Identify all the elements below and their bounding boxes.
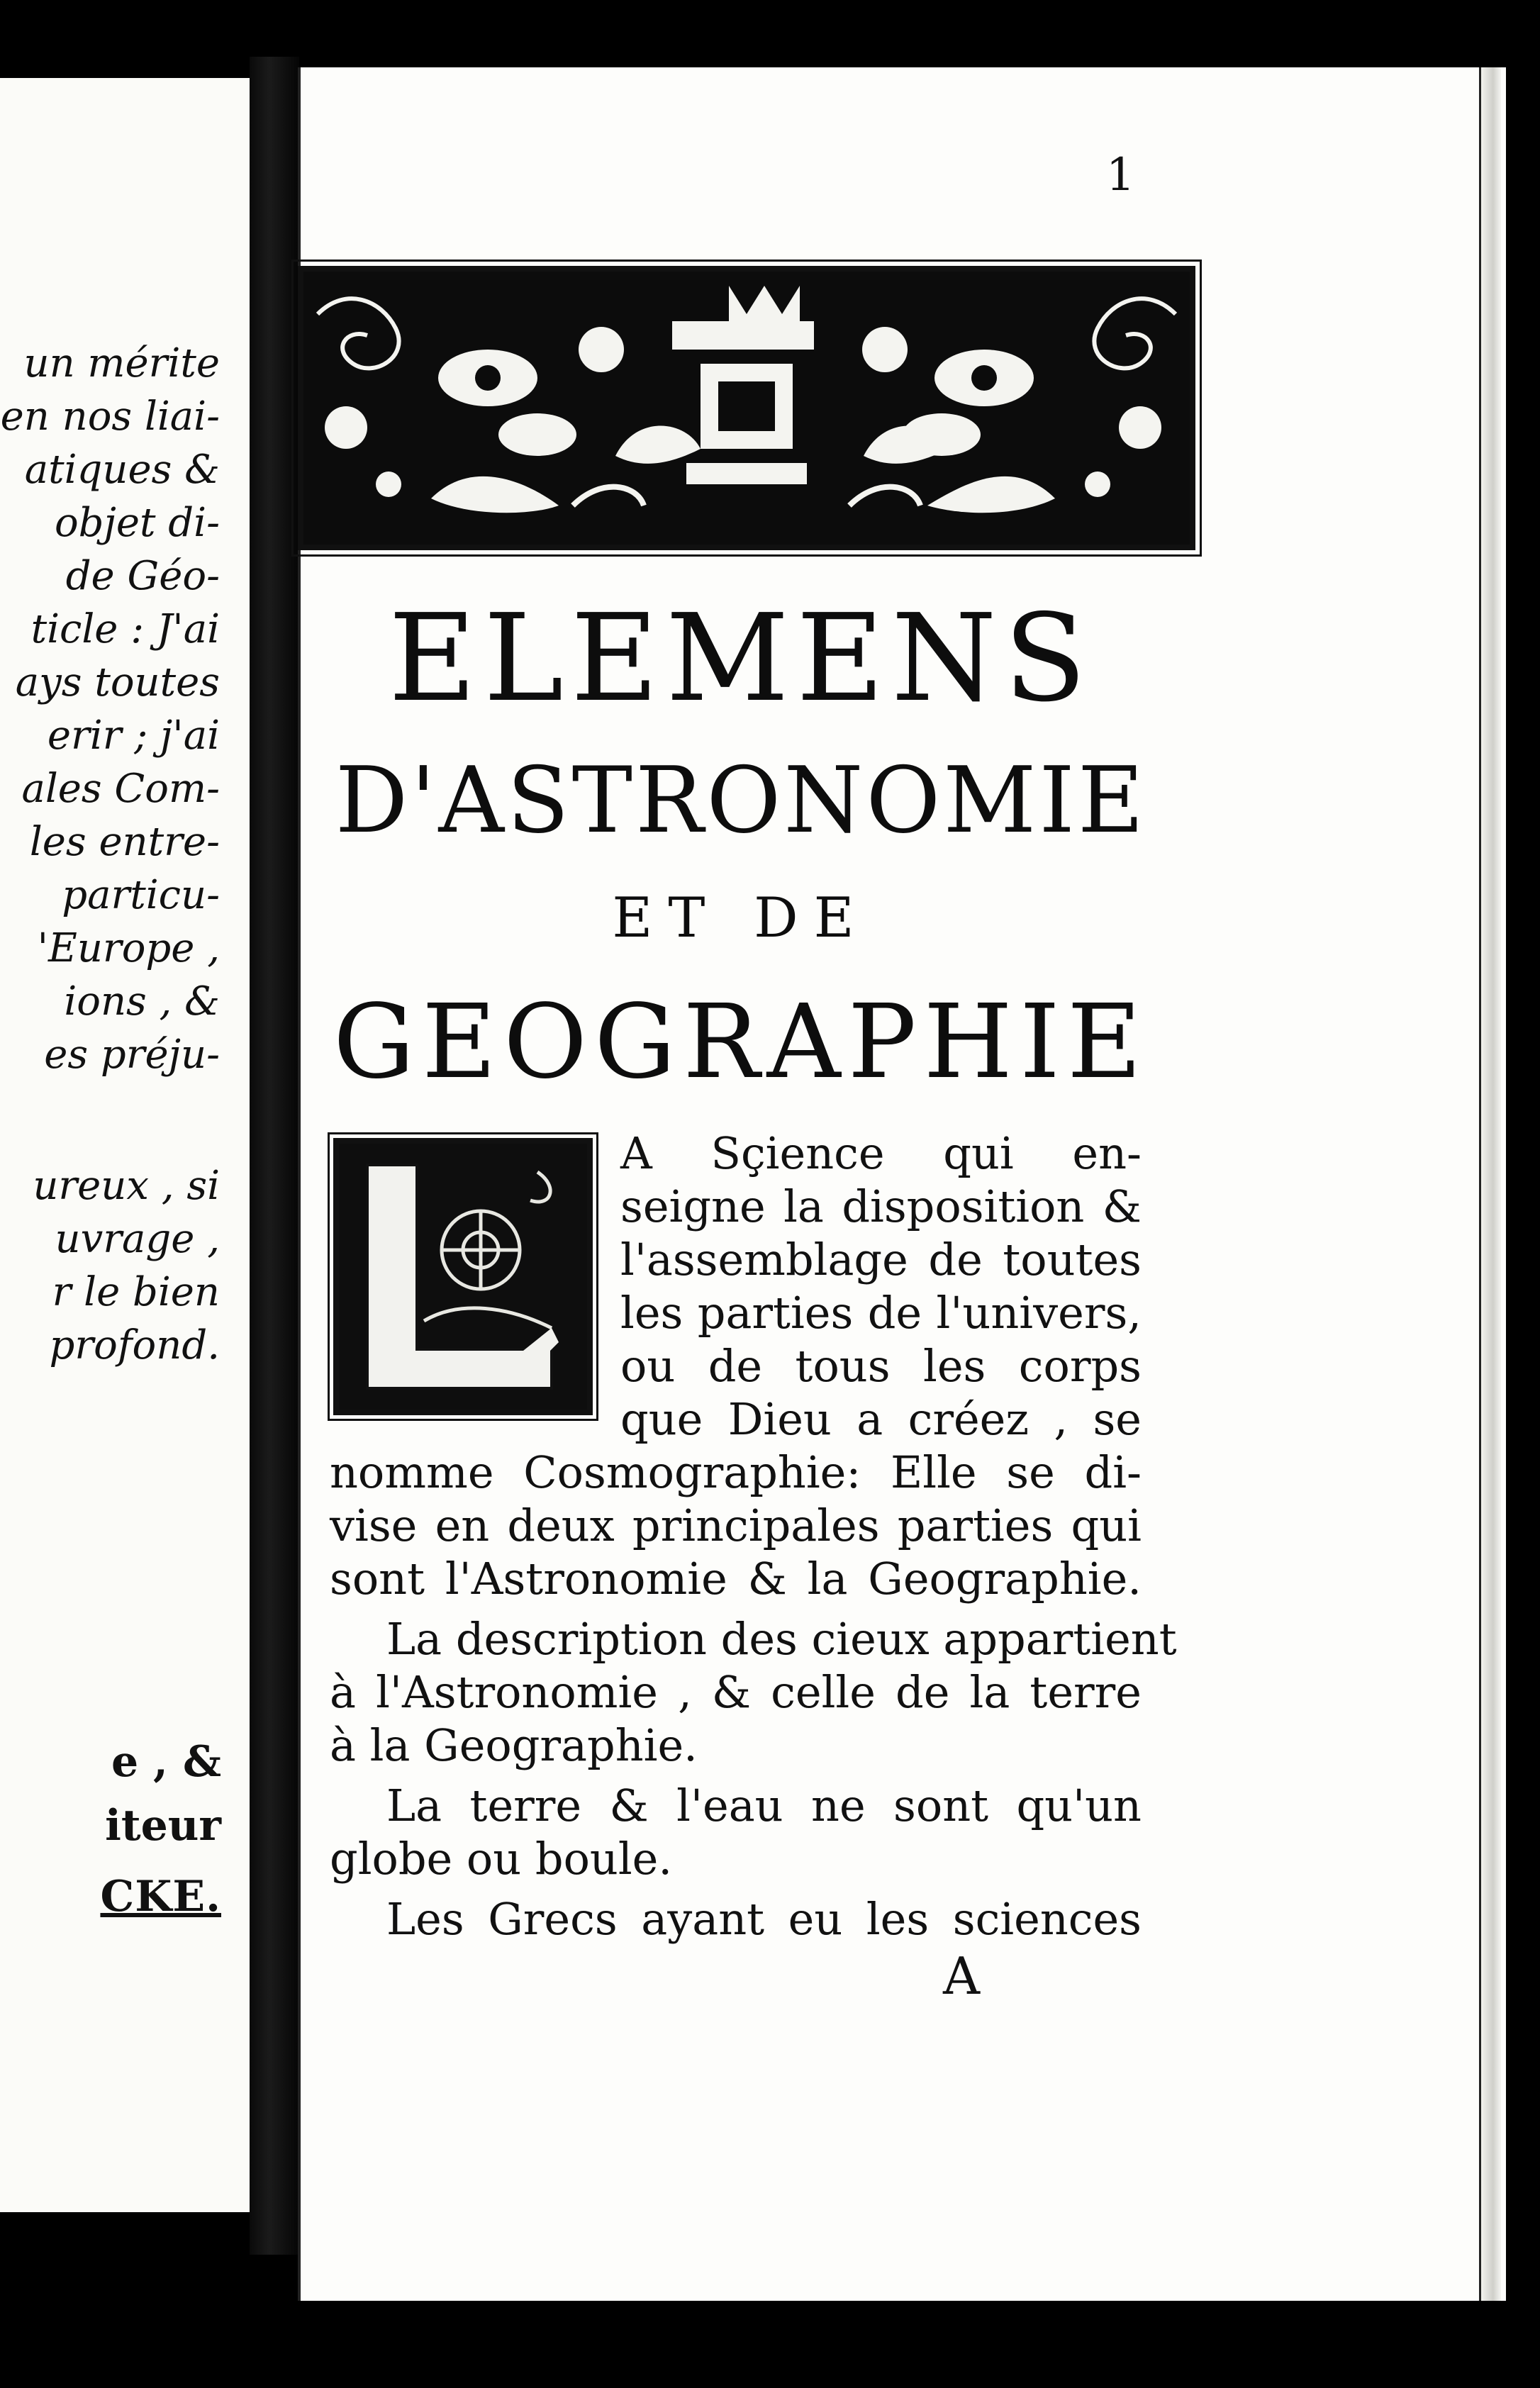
page-edge — [1479, 67, 1501, 2301]
left-line: uvrage , — [55, 1216, 220, 1262]
left-page — [0, 78, 254, 2212]
decorated-initial — [333, 1138, 593, 1415]
left-line: 'Europe , — [37, 925, 220, 971]
left-line: atiques & — [24, 447, 220, 493]
left-line: r le bien — [52, 1269, 220, 1315]
body-line: à la Geographie. — [330, 1719, 698, 1771]
left-line: de Géo- — [65, 553, 220, 599]
title-line-4: GEOGRAPHIE — [333, 982, 1149, 1101]
left-line: es préju- — [44, 1032, 220, 1078]
initial-ornament-icon — [339, 1144, 587, 1410]
left-line: en nos liai- — [0, 394, 220, 440]
body-line: les parties de l'univers, — [620, 1287, 1142, 1339]
body-line: ou de tous les corps — [620, 1340, 1142, 1392]
left-line: erir ; j'ai — [47, 713, 220, 759]
body-line: A Sçience qui en- — [620, 1127, 1142, 1179]
left-sign-line: CKE. — [100, 1872, 221, 1921]
headpiece-ornament — [298, 266, 1195, 550]
body-line: Les Grecs ayant eu les sciences — [386, 1893, 1142, 1945]
left-line: profond. — [49, 1322, 220, 1368]
title-line-1: ELEMENS — [388, 588, 1094, 729]
body-line: que Dieu a créez , se — [620, 1393, 1142, 1445]
left-line: un mérite — [23, 340, 220, 386]
left-line: ions , & — [64, 978, 220, 1025]
page-number: 1 — [1106, 149, 1135, 201]
body-line: globe ou boule. — [330, 1833, 673, 1885]
left-line: particu- — [62, 872, 220, 918]
body-line: l'assemblage de toutes — [620, 1234, 1142, 1285]
left-line: ureux , si — [33, 1163, 220, 1209]
body-line: sont l'Astronomie & la Geographie. — [330, 1553, 1142, 1605]
book-gutter — [250, 57, 299, 2255]
body-line: La description des cieux appartient — [386, 1613, 1177, 1665]
left-line: ticle : J'ai — [30, 606, 220, 652]
left-line: ays toutes — [15, 659, 220, 705]
body-line: seigne la disposition & — [620, 1181, 1142, 1232]
body-line: nomme Cosmographie: Elle se di- — [330, 1446, 1142, 1498]
left-sign-line: iteur — [105, 1801, 221, 1851]
left-line: objet di- — [54, 500, 220, 546]
body-line: à l'Astronomie , & celle de la terre — [330, 1666, 1142, 1718]
ornament-icon — [303, 272, 1190, 545]
body-line: vise en deux principales parties qui — [330, 1500, 1142, 1551]
left-line: les entre- — [29, 819, 220, 865]
body-line: La terre & l'eau ne sont qu'un — [386, 1780, 1142, 1831]
left-sign-line: e , & — [111, 1737, 221, 1787]
signature-mark: A — [943, 1946, 980, 2006]
title-line-2: D'ASTRONOMIE — [335, 748, 1147, 854]
left-line: ales Com- — [21, 766, 220, 812]
title-line-3: ET DE — [612, 886, 870, 950]
